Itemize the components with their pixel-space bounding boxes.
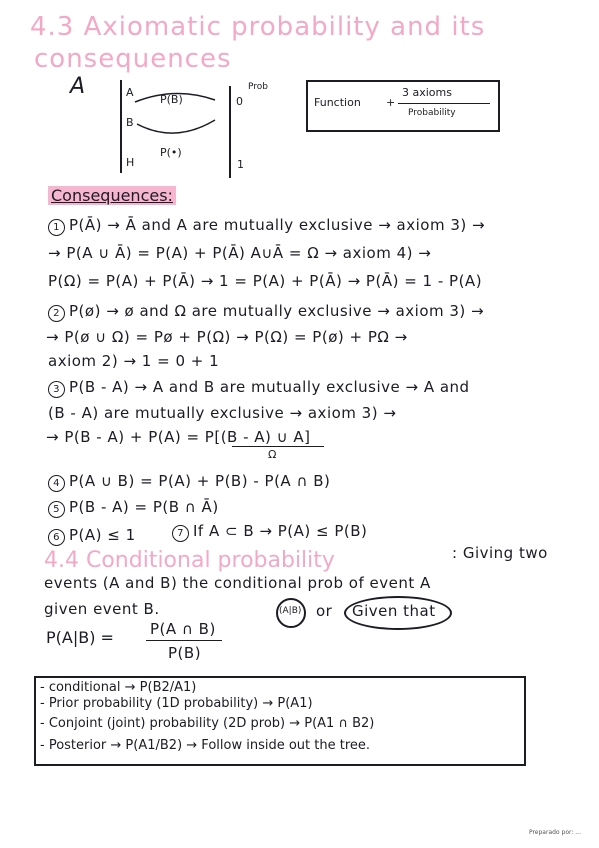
diagram-symbol: A bbox=[70, 74, 86, 99]
footer-credit: Preparado por: ... bbox=[528, 829, 581, 836]
section-title-line1: 4.3 Axiomatic probability and its bbox=[30, 12, 486, 42]
conditional-given-that: Given that bbox=[352, 602, 436, 620]
function-label: Function bbox=[314, 96, 361, 109]
consequence-3-brace bbox=[232, 446, 324, 447]
diagram-label-one: 1 bbox=[237, 158, 244, 171]
conditional-title: 4.4 Conditional probability bbox=[44, 548, 335, 573]
summary-line1: - conditional → P(B2/A1) bbox=[40, 680, 197, 695]
function-fraction-bar bbox=[398, 103, 490, 104]
consequence-2-line1 bbox=[48, 302, 484, 322]
diagram-label-prob: Prob bbox=[248, 82, 268, 92]
diagram-label-h: H bbox=[126, 156, 135, 169]
function-plus: + bbox=[386, 96, 396, 109]
consequence-6-number: 6 bbox=[48, 529, 65, 546]
summary-line2: - Prior probability (1D probability) → P(A1) bbox=[40, 696, 313, 711]
consequence-1-line3: P(Ω) = P(A) + P(Ā) → 1 = P(A) + P(Ā) → P(Ā) = 1 - P(A) bbox=[48, 272, 483, 290]
conditional-formula-bar bbox=[146, 640, 222, 641]
consequence-6-text: P(A) ≤ 1 bbox=[69, 526, 136, 544]
function-axioms: 3 axioms bbox=[402, 86, 452, 99]
conditional-or: or bbox=[316, 602, 333, 620]
consequence-5-number: 5 bbox=[48, 501, 65, 518]
conditional-formula-num: P(A ∩ B) bbox=[150, 620, 216, 638]
consequence-2-line2: → P(ø ∪ Ω) = Pø + P(Ω) → P(Ω) = P(ø) + PΩ → bbox=[46, 328, 408, 346]
consequence-3-line3: → P(B - A) + P(A) = P[(B - A) ∪ A] bbox=[46, 428, 311, 446]
mapping-arc-bottom bbox=[137, 120, 215, 133]
consequence-6 bbox=[48, 526, 136, 546]
diagram-label-zero: 0 bbox=[236, 95, 243, 108]
diagram-label-b: B bbox=[126, 116, 134, 129]
consequence-3-omega: Ω bbox=[268, 448, 277, 461]
section-title-line2: consequences bbox=[34, 44, 232, 74]
diagram-label-a: A bbox=[126, 86, 134, 99]
consequence-3-line1 bbox=[48, 378, 470, 398]
consequence-5-text: P(B - A) = P(B ∩ Ā) bbox=[69, 498, 219, 516]
diagram-label-pdot: P(•) bbox=[160, 146, 182, 159]
consequence-7-text: If A ⊂ B → P(A) ≤ P(B) bbox=[193, 522, 368, 540]
summary-line4: - Posterior → P(A1/B2) → Follow inside out the tree. bbox=[40, 738, 371, 753]
function-probability: Probability bbox=[408, 108, 456, 118]
conditional-formula-lhs: P(A|B) = bbox=[46, 628, 114, 647]
conditional-symbol: (A|B) bbox=[279, 606, 302, 616]
consequence-3-number: 3 bbox=[48, 381, 65, 398]
consequences-heading bbox=[48, 186, 176, 205]
conditional-line3: given event B. bbox=[44, 600, 160, 618]
consequence-5 bbox=[48, 498, 219, 518]
consequence-4 bbox=[48, 472, 330, 492]
consequence-1-line1 bbox=[48, 216, 485, 236]
consequence-1-line2: → P(A ∪ Ā) = P(A) + P(Ā) A∪Ā = Ω → axiom 4) → bbox=[48, 244, 432, 262]
consequence-7 bbox=[172, 522, 367, 542]
consequence-3-text1: P(B - A) → A and B are mutually exclusive → A and bbox=[69, 378, 470, 396]
consequence-1-text1: P(Ā) → Ā and A are mutually exclusive → axiom 3) → bbox=[69, 216, 486, 234]
summary-line3: - Conjoint (joint) probability (2D prob) → P(A1 ∩ B2) bbox=[40, 716, 375, 731]
consequence-1-number: 1 bbox=[48, 219, 65, 236]
consequence-2-line3: axiom 2) → 1 = 0 + 1 bbox=[48, 352, 220, 370]
consequence-7-number: 7 bbox=[172, 525, 189, 542]
consequence-4-text: P(A ∪ B) = P(A) + P(B) - P(A ∩ B) bbox=[69, 472, 331, 490]
consequence-3-line2: (B - A) are mutually exclusive → axiom 3) → bbox=[48, 404, 397, 422]
conditional-formula-den: P(B) bbox=[168, 644, 202, 662]
diagram-label-pb: P(B) bbox=[160, 93, 183, 106]
conditional-intro-tail: : Giving two bbox=[452, 544, 548, 562]
consequence-4-number: 4 bbox=[48, 475, 65, 492]
consequence-2-text1: P(ø) → ø and Ω are mutually exclusive → axiom 3) → bbox=[69, 302, 485, 320]
conditional-line2: events (A and B) the conditional prob of event A bbox=[44, 574, 431, 592]
consequence-2-number: 2 bbox=[48, 305, 65, 322]
consequences-heading-text: Consequences: bbox=[48, 186, 176, 205]
